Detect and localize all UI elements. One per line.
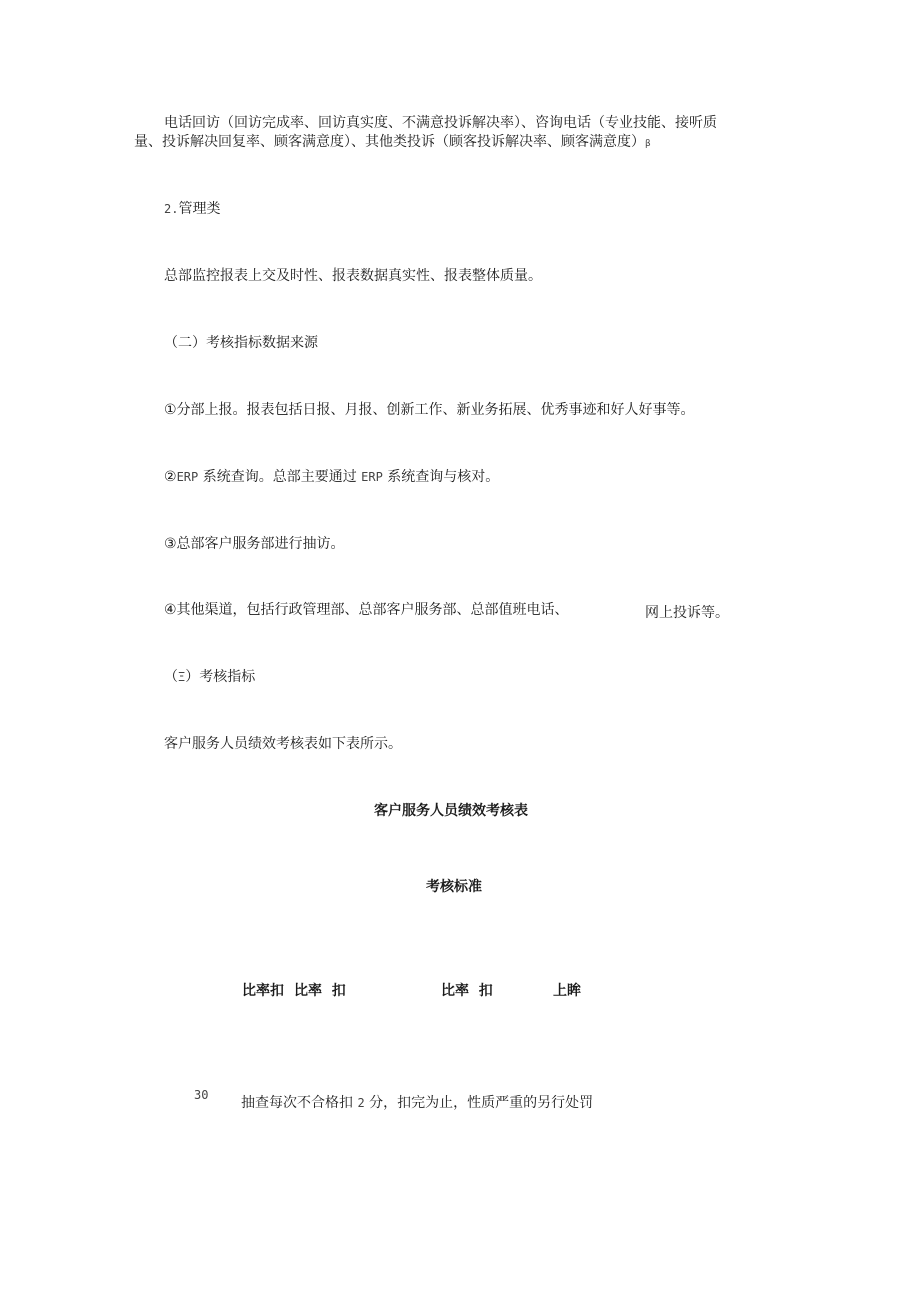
row-text-a: 抽查每次不合格扣 [241, 1095, 358, 1111]
subheading-data-sources: （二）考核指标数据来源 [164, 335, 318, 351]
list-item-source-4-right: 网上投诉等。 [645, 605, 729, 621]
paragraph-management: 总部监控报表上交及时性、报表数据真实性、报表整体质量。 [164, 268, 542, 284]
paragraph-table-intro: 客户服务人员绩效考核表如下表所示。 [164, 736, 402, 752]
section-number: 2. [164, 202, 179, 216]
paragraph-phone-line1: 电话回访（回访完成率、回访真实度、不满意投诉解决率）、咨询电话（专业技能、接听质 [164, 115, 717, 131]
list-item-source-3: ③总部客户服务部进行抽访。 [164, 536, 345, 552]
row-text-b: 分，扣完为止，性质严重的另行处罚 [364, 1095, 594, 1111]
subheading-3-close: ）考核指标 [185, 669, 256, 685]
table-col-b: 比率 扣 [294, 983, 346, 999]
section-heading-management [164, 199, 220, 219]
source-2-erp-2: ERP [361, 470, 383, 484]
paragraph-phone-line2-text: 量、投诉解决回复率、顾客满意度）、其他类投诉（顾客投诉解决率、顾客满意度） [134, 134, 645, 150]
table-row-score: 30 [194, 1088, 209, 1102]
row-text-num: 2 [357, 1096, 365, 1110]
table-col-c: 比率 扣 [441, 983, 493, 999]
table-row-text [241, 1093, 593, 1113]
table-title: 客户服务人员绩效考核表 [374, 803, 528, 819]
list-item-source-1: ①分部上报。报表包括日报、月报、创新工作、新业务拓展、优秀事迹和好人好事等。 [164, 402, 695, 418]
subheading-3-open: （ [164, 669, 178, 685]
source-2-suffix: 系统查询与核对。 [382, 469, 500, 485]
source-2-mid: 系统查询。总部主要通过 [198, 469, 362, 485]
table-col-d: 上眸 [553, 983, 581, 999]
paragraph-phone-line2 [134, 132, 651, 154]
table-standard-header: 考核标准 [426, 879, 482, 895]
paragraph-phone-line2-suffix: β [645, 139, 651, 149]
source-2-erp-1: ERP [176, 470, 199, 484]
source-2-prefix: ② [164, 469, 177, 485]
table-col-a: 比率扣 [242, 983, 284, 999]
list-item-source-2 [164, 467, 499, 487]
list-item-source-4-left: ④其他渠道，包括行政管理部、总部客户服务部、总部值班电话、 [164, 602, 569, 618]
section-title: 管理类 [178, 201, 221, 217]
subheading-indicators [164, 667, 255, 687]
subheading-3-glyph: Ξ [178, 670, 186, 684]
